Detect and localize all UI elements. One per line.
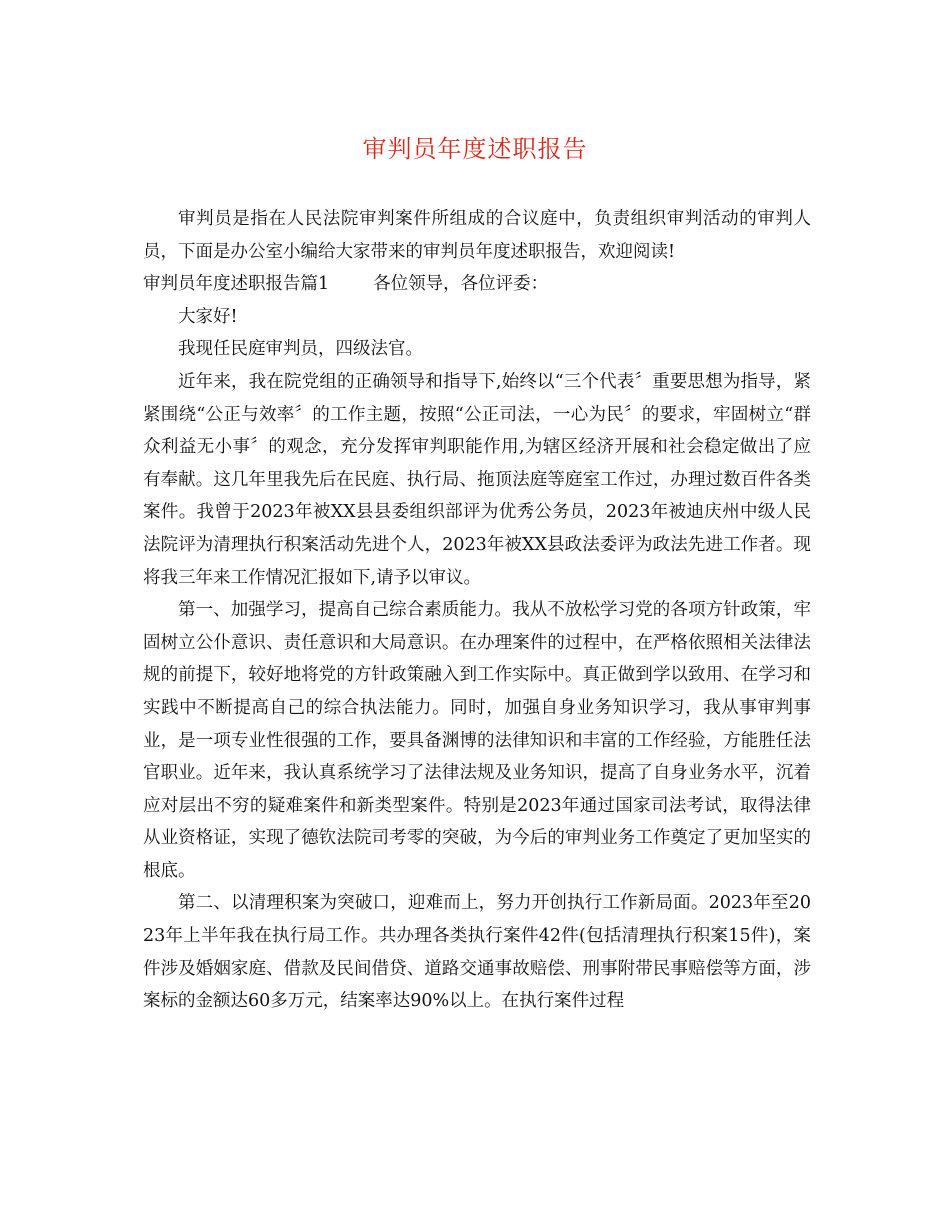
salutation: 各位领导，各位评委： bbox=[373, 274, 549, 295]
intro-paragraph: 审判员是指在人民法院审判案件所组成的合议庭中，负责组织审判活动的审判人员，下面是办公室小编给大家带来的审判员年度述职报告，欢迎阅读! bbox=[143, 209, 811, 262]
document-body bbox=[143, 203, 811, 1018]
greeting: 大家好! bbox=[178, 306, 238, 327]
paragraph-overview: 近年来，我在院党组的正确领导和指导下,始终以“三个代表〞重要思想为指导，紧紧围绕“公正与效率〞的工作主题，按照“公正司法，一心为民〞的要求，牢固树立“群众利益无小事〞的观念，充分发挥审判职能作用,为辖区经济开展和社会稳定做出了应有奉献。这几年里我先后在民庭、执行局、拖顶法庭等庭室工作过，办理过数百件各类案件。我曾于2023年被XX县县委组织部评为优秀公务员，2023年被迪庆州中级人民法院评为清理执行积案活动先进个人，2023年被XX县政法委评为政法先进工作者。现将我三年来工作情况汇报如下,请予以审议。 bbox=[143, 371, 811, 588]
paragraph-enforcement: 第二、以清理积案为突破口，迎难而上，努力开创执行工作新局面。2023年至2023年上半年我在执行局工作。共办理各类执行案件42件(包括清理执行积案15件)，案件涉及婚姻家庭、借款及民间借贷、道路交通事故赔偿、刑事附带民事赔偿等方面，涉案标的金额达60多万元，结案率达90%以上。在执行案件过程 bbox=[143, 893, 811, 1012]
paragraph-study: 第一、加强学习，提高自己综合素质能力。我从不放松学习党的各项方针政策，牢固树立公仆意识、责任意识和大局意识。在办理案件的过程中，在严格依照相关法律法规的前提下，较好地将党的方针政策融入到工作实际中。真正做到学以致用、在学习和实践中不断提高自己的综合执法能力。同时，加强自身业务知识学习，我从事审判事业，是一项专业性很强的工作，要具备渊博的法律知识和丰富的工作经验，方能胜任法官职业。近年来，我认真系统学习了法律法规及业务知识，提高了自身业务水平，沉着应对层出不穷的疑难案件和新类型案件。特别是2023年通过国家司法考试，取得法律从业资格证，实现了德钦法院司考零的突破，为今后的审判业务工作奠定了更加坚实的根底。 bbox=[143, 600, 811, 881]
document-title: 审判员年度述职报告 bbox=[362, 135, 588, 163]
section-label: 审判员年度述职报告篇1 bbox=[143, 274, 330, 295]
section-heading-line bbox=[143, 268, 811, 301]
position-statement: 我现任民庭审判员，四级法官。 bbox=[178, 339, 423, 360]
